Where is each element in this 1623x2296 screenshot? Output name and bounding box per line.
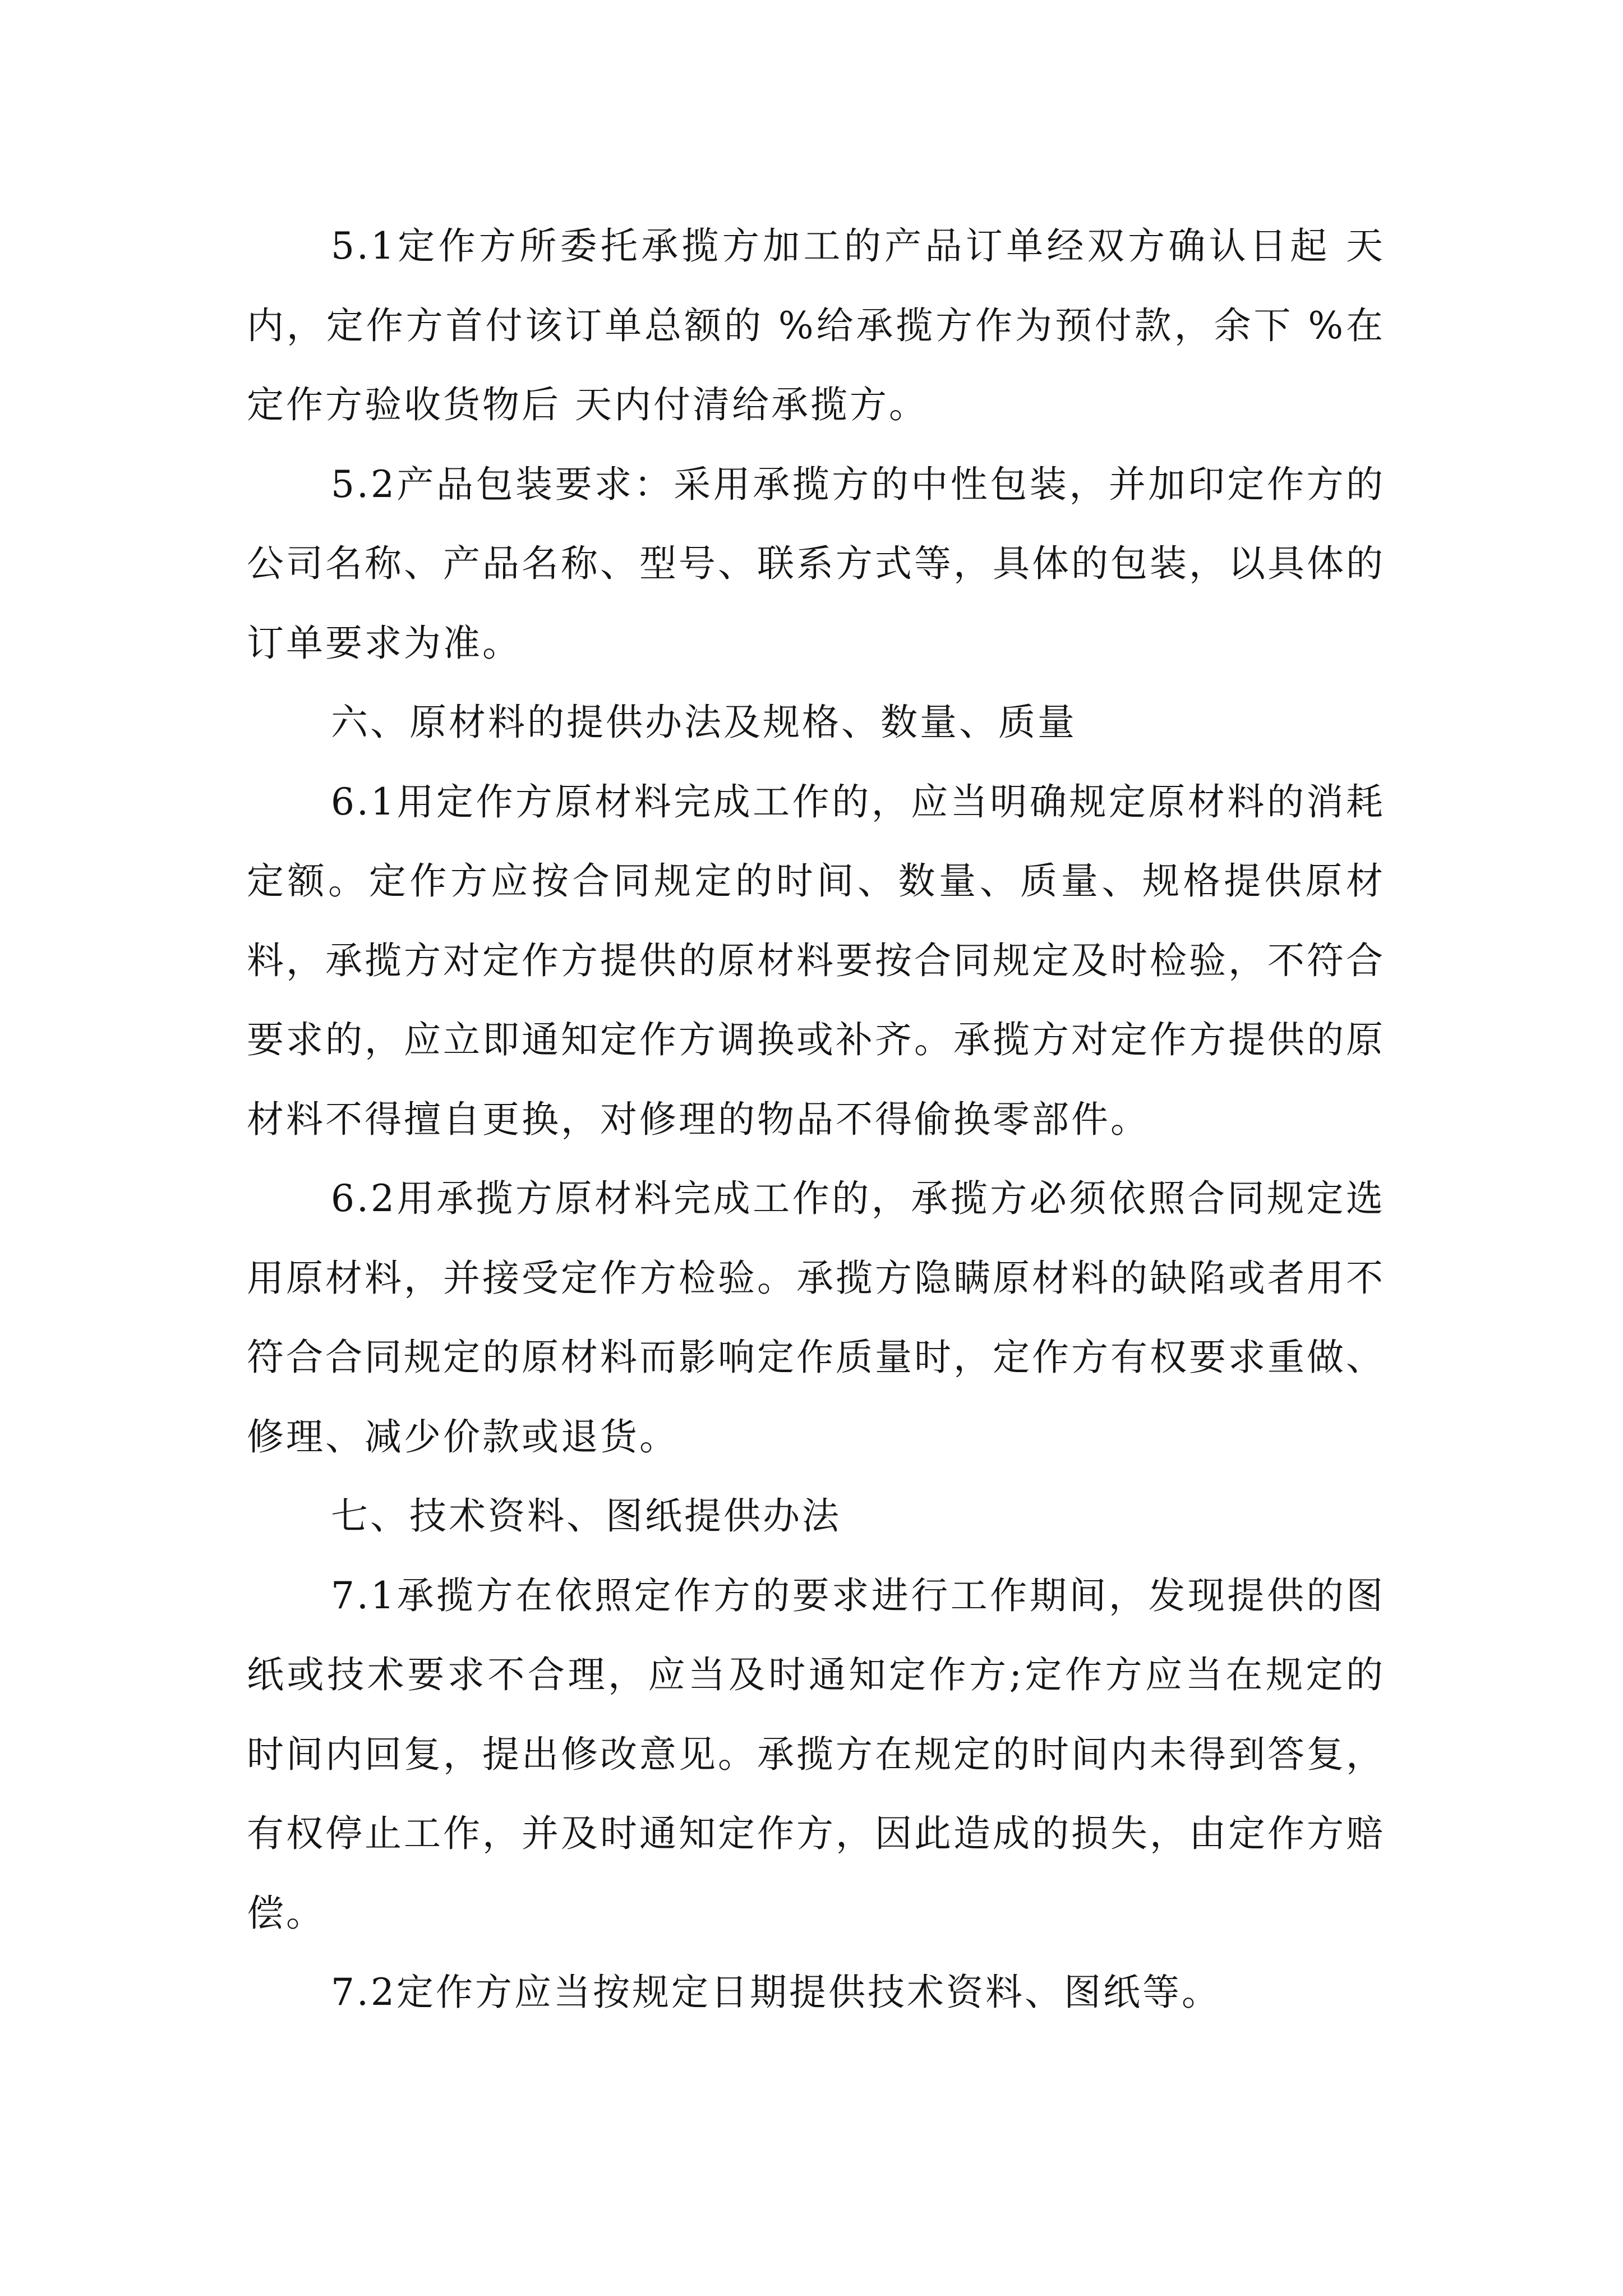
clause-7-1-paragraph: 7.1承揽方在依照定作方的要求进行工作期间，发现提供的图纸或技术要求不合理，应当及时通知定作方;定作方应当在规定的时间内回复，提出修改意见。承揽方在规定的时间内未得到答复，有权停止工作，并及时通知定作方，因此造成的损失，由定作方赔偿。 — [247, 1573, 1385, 1935]
clause-5-1-paragraph: 5.1定作方所委托承揽方加工的产品订单经双方确认日起 天内，定作方首付该订单总额的 %给承揽方作为预付款，余下 %在定作方验收货物后 天内付清给承揽方。 — [247, 224, 1385, 426]
clause-6-2-paragraph: 6.2用承揽方原材料完成工作的，承揽方必须依照合同规定选用原材料，并接受定作方检验。承揽方隐瞒原材料的缺陷或者用不符合合同规定的原材料而影响定作质量时，定作方有权要求重做、修理、减少价款或退货。 — [247, 1177, 1385, 1458]
clause-5-2-paragraph: 5.2产品包装要求：采用承揽方的中性包装，并加印定作方的公司名称、产品名称、型号、联系方式等，具体的包装，以具体的订单要求为准。 — [247, 462, 1385, 665]
section-6-heading: 六、原材料的提供办法及规格、数量、质量 — [331, 701, 1077, 744]
section-7-heading: 七、技术资料、图纸提供办法 — [331, 1494, 841, 1538]
document-body — [247, 206, 1385, 2032]
clause-6-1-paragraph: 6.1用定作方原材料完成工作的，应当明确规定原材料的消耗定额。定作方应按合同规定的时间、数量、质量、规格提供原材料，承揽方对定作方提供的原材料要按合同规定及时检验，不符合要求的，应立即通知定作方调换或补齐。承揽方对定作方提供的原材料不得擅自更换，对修理的物品不得偷换零部件。 — [247, 780, 1385, 1141]
clause-7-2-paragraph: 7.2定作方应当按规定日期提供技术资料、图纸等。 — [331, 1971, 1221, 2014]
